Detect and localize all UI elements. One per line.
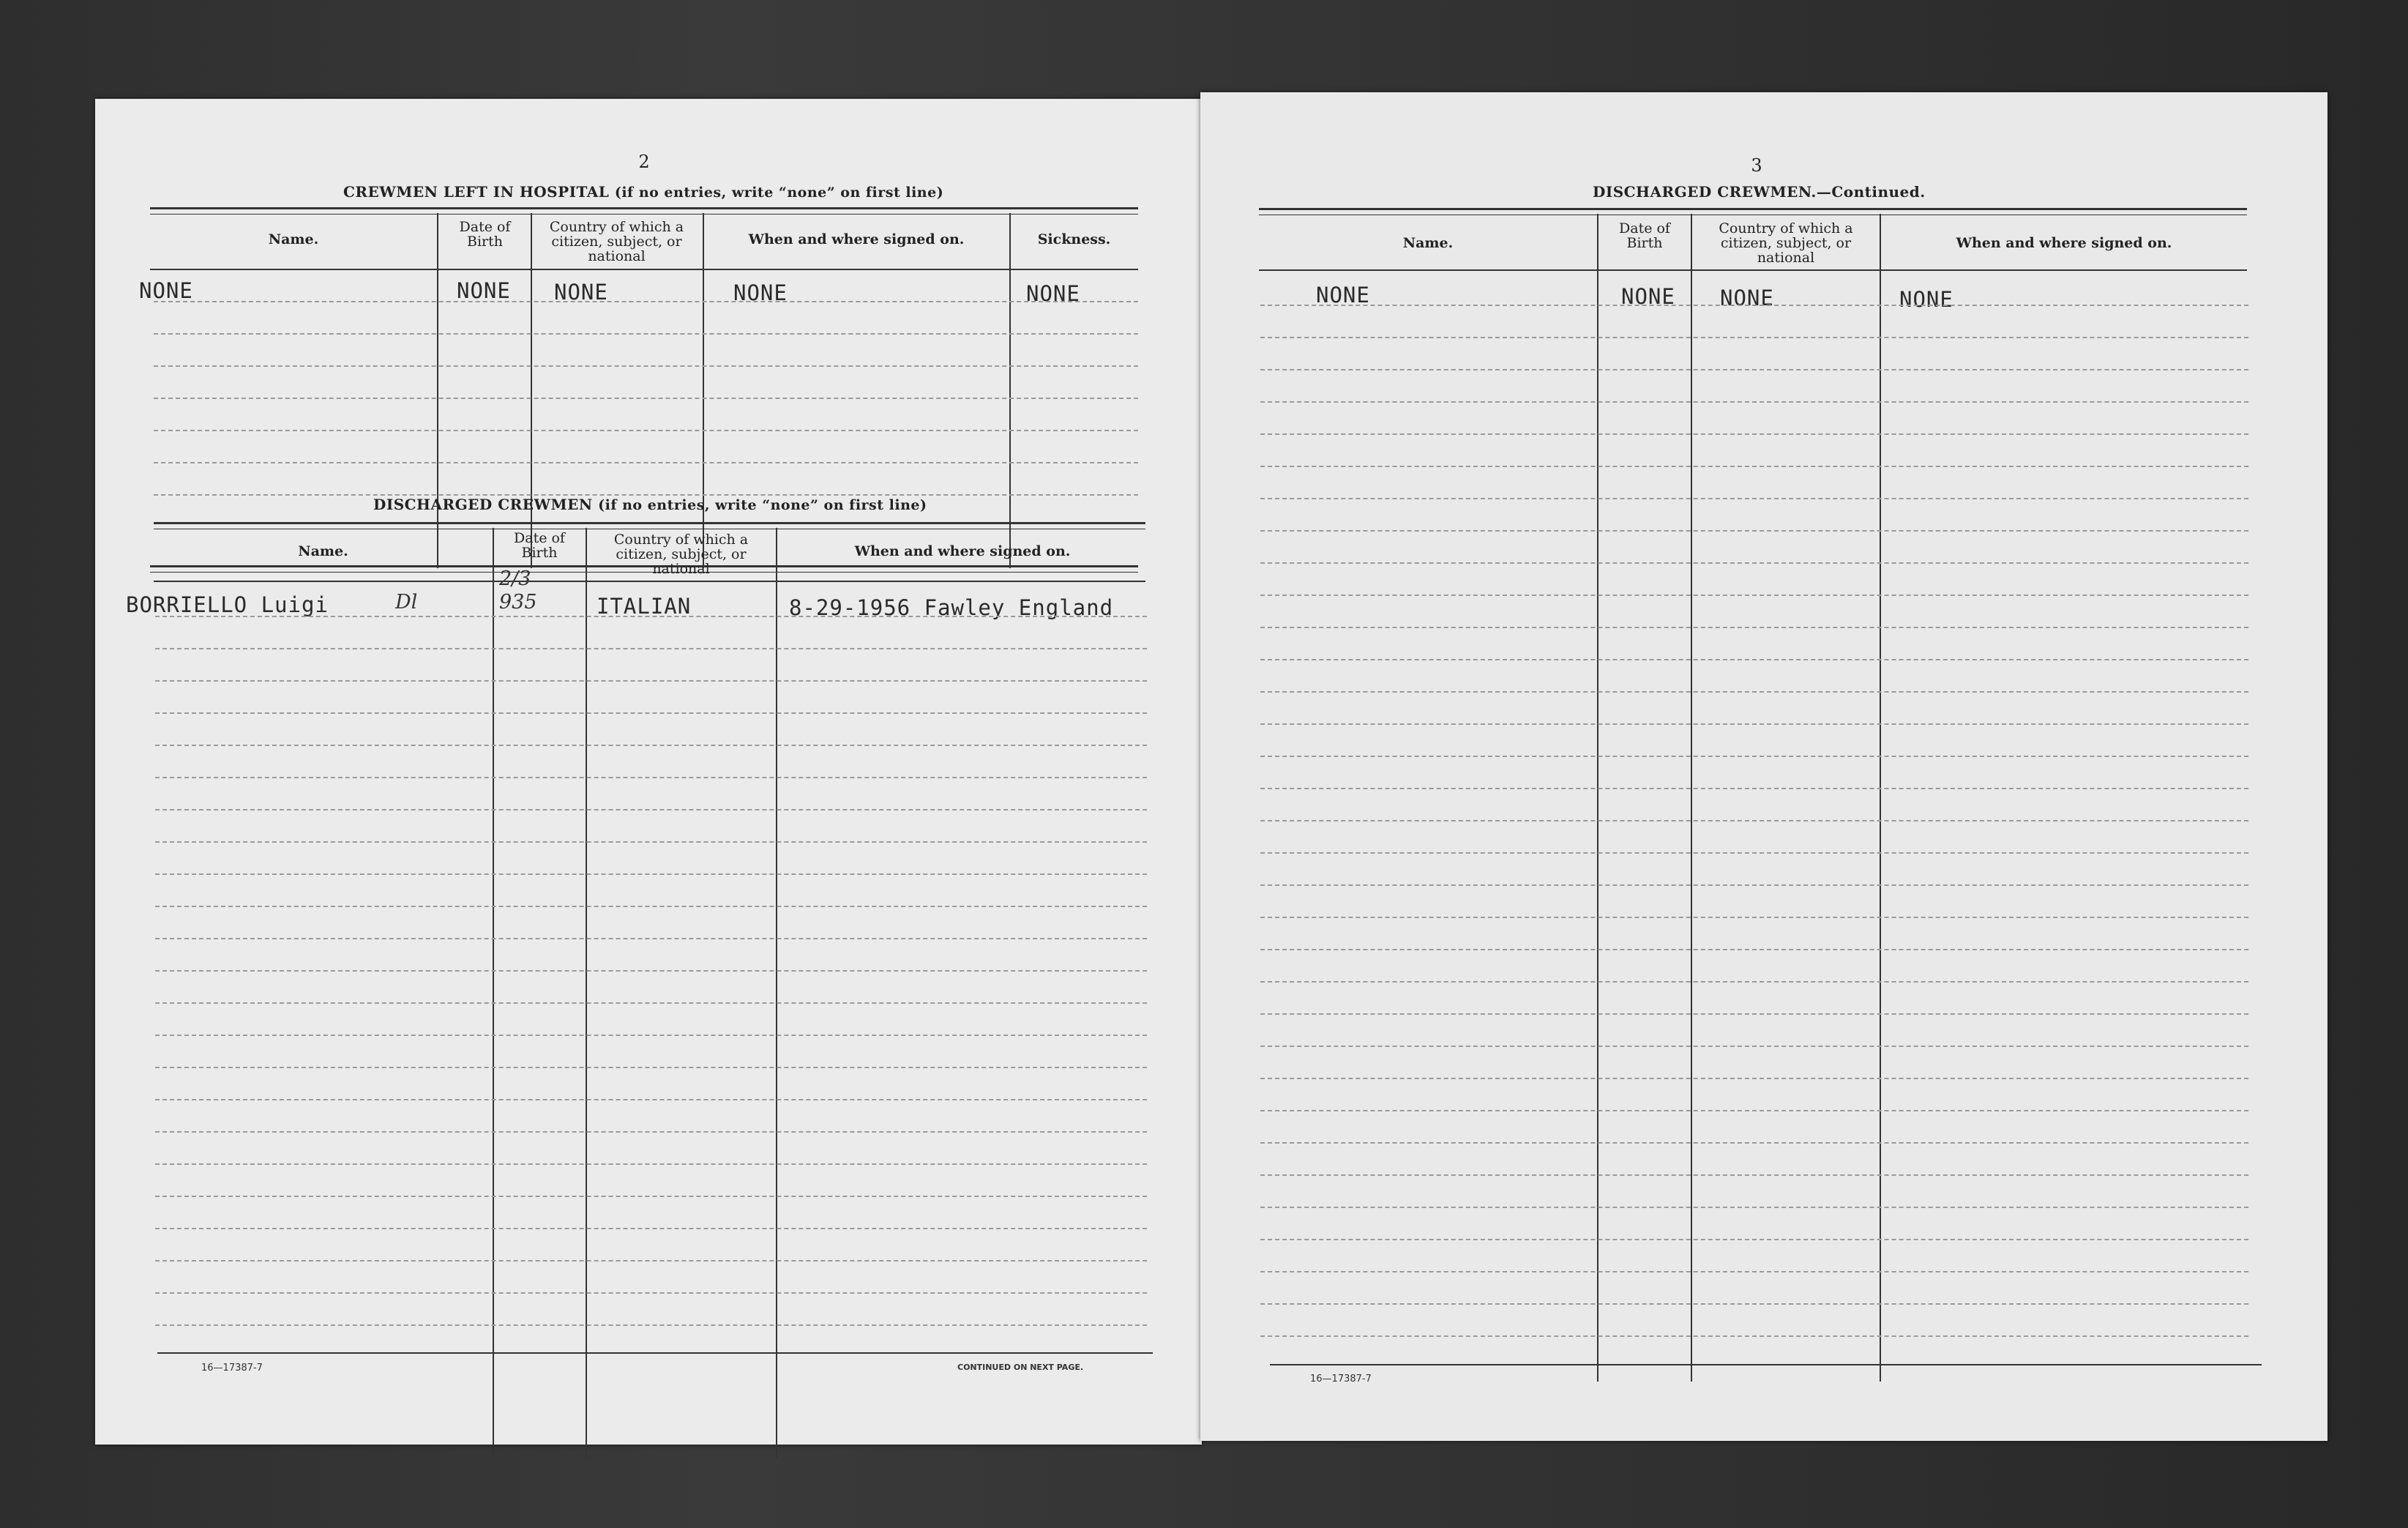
ruled-line <box>1260 1142 2248 1144</box>
ruled-line <box>1260 369 2248 370</box>
right-entry-country: NONE <box>1720 286 1774 310</box>
continued-heading: DISCHARGED CREWMEN.—Continued. <box>1593 183 1926 201</box>
ruled-line <box>155 1131 1147 1133</box>
col-divider <box>776 528 777 1458</box>
ruled-line <box>1260 884 2248 886</box>
ruled-line <box>154 365 1138 367</box>
right-table-bottom-rule <box>1270 1364 2262 1365</box>
discharged-entry-name: BORRIELLO Luigi <box>126 592 329 617</box>
hospital-heading <box>343 183 943 201</box>
col-divider <box>1009 213 1011 568</box>
discharged-col-signed: When and where signed on. <box>854 543 1071 559</box>
ruled-line <box>155 616 1147 617</box>
ruled-line <box>1260 949 2248 950</box>
ruled-line <box>1260 723 2248 725</box>
hospital-table-top-rule <box>150 207 1138 215</box>
ruled-line <box>155 1067 1147 1068</box>
ruled-line <box>1260 981 2248 983</box>
right-col-signed: When and where signed on. <box>1956 235 2172 251</box>
ruled-line <box>155 1002 1147 1004</box>
ruled-line <box>155 873 1147 875</box>
ruled-line <box>1260 1303 2248 1305</box>
form-number: 16—17387-7 <box>201 1363 263 1374</box>
ruled-line <box>155 745 1147 746</box>
hospital-heading-title: CREWMEN LEFT IN HOSPITAL <box>343 183 610 201</box>
ruled-line <box>1260 691 2248 693</box>
ruled-line <box>155 777 1147 778</box>
ruled-line <box>154 333 1138 335</box>
ruled-line <box>155 1324 1147 1326</box>
ruled-line <box>155 906 1147 907</box>
hospital-entry-signed: NONE <box>733 280 788 305</box>
right-header-rule <box>1259 269 2247 271</box>
col-divider <box>531 213 532 568</box>
discharged-heading-note: (if no entries, write “none” on first line) <box>598 497 927 513</box>
right-entry-name: NONE <box>1316 283 1370 308</box>
ruled-line <box>1260 562 2248 564</box>
hospital-heading-note: (if no entries, write “none” on first line) <box>614 185 944 201</box>
discharged-entry-dob-bottom: 935 <box>499 591 537 614</box>
ruled-line <box>1260 1239 2248 1240</box>
ruled-line <box>154 301 1138 302</box>
ruled-line <box>1260 917 2248 918</box>
discharged-table-top-rule <box>154 522 1145 529</box>
ruled-line <box>154 430 1138 431</box>
hospital-header-rule <box>150 269 1138 270</box>
ruled-line <box>155 1035 1147 1036</box>
discharged-table-bottom-rule <box>157 1352 1153 1354</box>
discharged-col-name: Name. <box>298 543 348 559</box>
ruled-line <box>1260 852 2248 854</box>
ruled-line <box>155 712 1147 714</box>
ruled-line <box>1260 1174 2248 1176</box>
ruled-line <box>1260 1013 2248 1015</box>
ruled-line <box>1260 1335 2248 1337</box>
ruled-line <box>1260 820 2248 821</box>
right-entry-dob: NONE <box>1621 284 1675 309</box>
ruled-line <box>1260 1046 2248 1047</box>
ruled-line <box>1260 401 2248 403</box>
col-divider <box>437 213 438 568</box>
hospital-col-sickness: Sickness. <box>1037 231 1111 247</box>
ruled-line <box>155 680 1147 682</box>
hospital-entry-sickness: NONE <box>1026 281 1080 306</box>
right-page <box>1200 92 2327 1441</box>
hospital-col-dob: Date of Birth <box>459 219 511 250</box>
ruled-line <box>155 1196 1147 1197</box>
col-divider <box>703 213 704 568</box>
right-col-name: Name. <box>1402 235 1454 251</box>
ruled-line <box>1260 756 2248 757</box>
hospital-col-name: Name. <box>268 231 319 247</box>
ruled-line <box>1260 788 2248 789</box>
ruled-line <box>155 809 1147 810</box>
ruled-line <box>1260 659 2248 660</box>
ruled-line <box>1260 1078 2248 1079</box>
discharged-entry-country: ITALIAN <box>597 594 692 619</box>
ruled-line <box>1260 627 2248 628</box>
ruled-line <box>1260 1271 2248 1272</box>
ruled-line <box>1260 433 2248 435</box>
discharged-col-country: Country of which a citizen, subject, or national <box>613 532 749 577</box>
discharged-heading-title: DISCHARGED CREWMEN <box>373 496 593 513</box>
right-col-country: Country of which a citizen, subject, or national <box>1719 220 1853 266</box>
discharged-entry-name-mark: Dl <box>395 591 418 614</box>
discharged-heading <box>373 496 927 513</box>
col-divider <box>586 528 587 1458</box>
continued-note: CONTINUED ON NEXT PAGE. <box>957 1363 1084 1372</box>
ruled-line <box>155 1292 1147 1294</box>
ruled-line <box>155 1260 1147 1261</box>
hospital-col-signed: When and where signed on. <box>748 231 965 247</box>
left-page <box>95 99 1202 1445</box>
ruled-line <box>1260 1207 2248 1208</box>
ruled-line <box>1260 337 2248 338</box>
ruled-line <box>155 970 1147 972</box>
discharged-col-dob: Date of Birth <box>514 530 565 561</box>
hospital-entry-name: NONE <box>139 278 193 303</box>
hospital-entry-dob: NONE <box>457 278 511 303</box>
right-entry-signed: NONE <box>1899 287 1953 312</box>
ruled-line <box>1260 498 2248 499</box>
discharged-entry-signed: 8-29-1956 Fawley England <box>789 595 1114 620</box>
hospital-entry-country: NONE <box>554 280 608 305</box>
hospital-col-country: Country of which a citizen, subject, or national <box>549 219 684 264</box>
discharged-entry-dob-top: 2/3 <box>499 567 531 590</box>
ruled-line <box>154 398 1138 399</box>
discharged-header-rule <box>154 581 1145 582</box>
ruled-line <box>1260 530 2248 532</box>
ruled-line <box>155 1099 1147 1100</box>
right-col-dob: Date of Birth <box>1619 220 1670 251</box>
ruled-line <box>155 938 1147 939</box>
ruled-line <box>155 648 1147 649</box>
ruled-line <box>1260 305 2248 306</box>
ruled-line <box>155 1228 1147 1229</box>
page-number: 2 <box>638 152 650 172</box>
form-number: 16—17387-7 <box>1310 1374 1372 1384</box>
ruled-line <box>1260 595 2248 596</box>
ruled-line <box>155 1163 1147 1165</box>
ruled-line <box>1260 1110 2248 1111</box>
right-table-top-rule <box>1259 208 2247 215</box>
ruled-line <box>1260 466 2248 467</box>
ruled-line <box>155 841 1147 843</box>
ruled-line <box>154 462 1138 463</box>
page-number: 3 <box>1751 155 1762 176</box>
col-divider <box>493 528 494 1458</box>
